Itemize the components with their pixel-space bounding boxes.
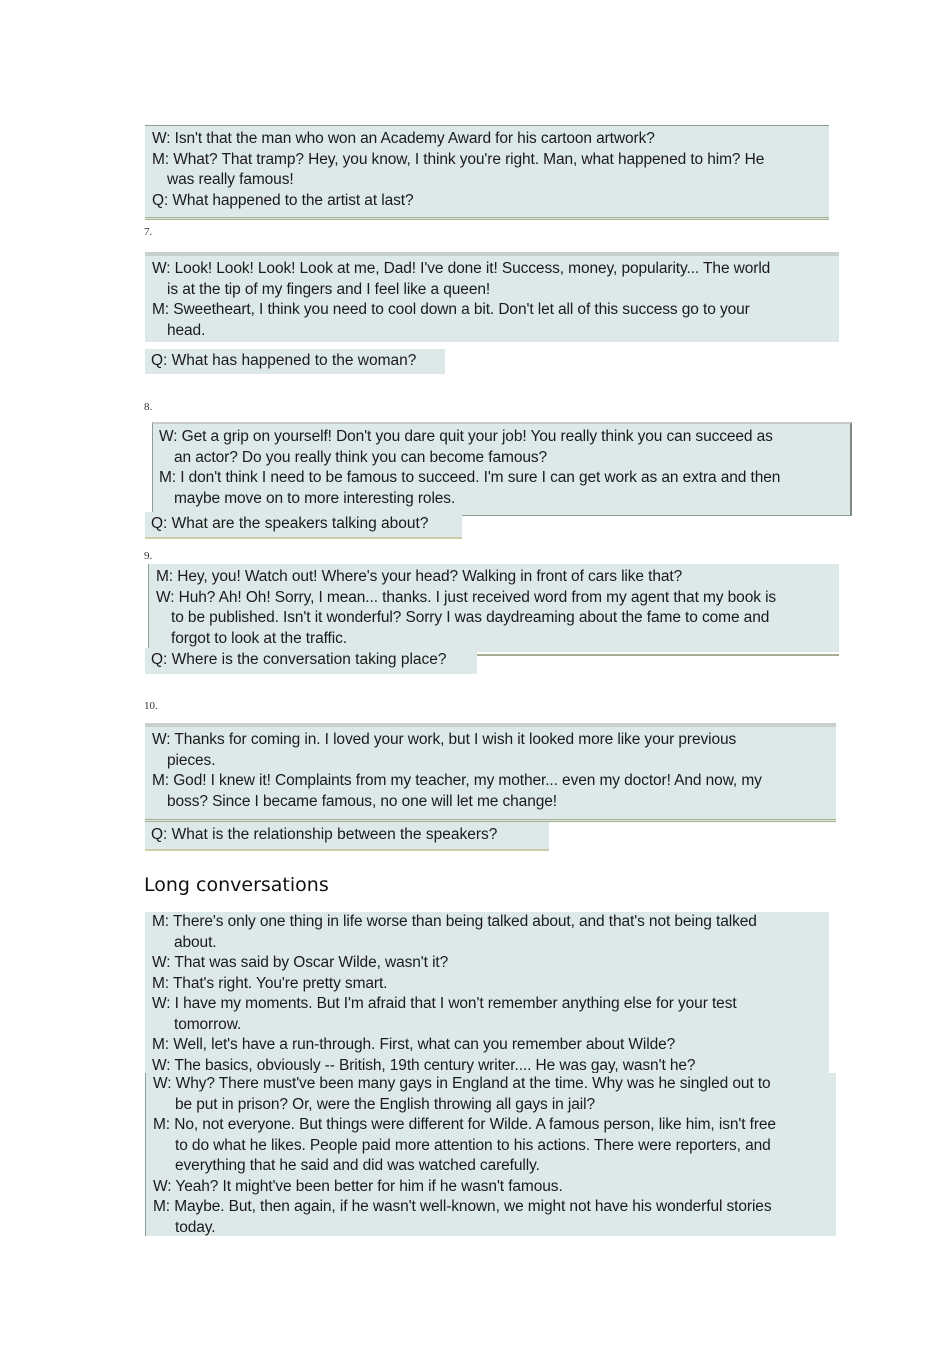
transcript-line: [152, 974, 823, 995]
conversation-7-transcript: [145, 252, 839, 342]
transcript-line: [152, 1035, 823, 1056]
transcript-line: [152, 300, 833, 341]
line-continuation: tomorrow.: [174, 1015, 242, 1033]
line-text: W: Yeah? It might've been better for him if he wasn't famous.: [153, 1177, 563, 1195]
line-text: W: Huh? Ah! Oh! Sorry, I mean... thanks. I just received word from my agent that my book is: [156, 588, 777, 606]
line-continuation: maybe move on to more interesting roles.: [174, 489, 456, 507]
transcript-line: [159, 427, 844, 468]
transcript-line: [153, 1197, 830, 1238]
long-conversation-part-1: [145, 912, 829, 1074]
transcript-line: [152, 912, 823, 953]
line-continuation: about.: [174, 933, 217, 951]
line-text: W: That was said by Oscar Wilde, wasn't it?: [152, 954, 449, 971]
line-continuation: be put in prison? Or, were the English throwing all gays in jail?: [175, 1095, 595, 1113]
line-text: M: Hey, you! Watch out! Where's your head? Walking in front of cars like that?: [156, 568, 683, 585]
transcript-line: [152, 129, 823, 150]
conversation-10-question: Q: What is the relationship between the speakers?: [145, 822, 549, 851]
line-continuation: to be published. Isn't it wonderful? Sorry I was daydreaming about the fame to come and forgot to look at the traffic.: [171, 609, 770, 647]
transcript-line: [153, 1074, 830, 1115]
conversation-8-transcript: [152, 422, 852, 516]
line-continuation: boss? Since I became famous, no one will let me change!: [167, 792, 557, 810]
transcript-line: [156, 588, 833, 650]
line-continuation: today.: [175, 1218, 216, 1236]
transcript-line: [152, 150, 823, 191]
question-text: Q: What happened to the artist at last?: [152, 191, 414, 209]
item-number-9: 9.: [144, 550, 153, 562]
question-line: [152, 191, 823, 212]
line-text: M: I don't think I need to be famous to succeed. I'm sure I can get work as an extra and then: [159, 469, 781, 486]
line-text: W: Thanks for coming in. I loved your work, but I wish it looked more like your previous: [152, 731, 737, 748]
transcript-line: [152, 994, 823, 1035]
line-continuation: pieces.: [167, 751, 216, 769]
divider: [477, 654, 839, 656]
line-text: M: Well, let's have a run-through. First, what can you remember about Wilde?: [152, 1036, 676, 1053]
line-continuation: was really famous!: [167, 171, 294, 188]
transcript-line: [153, 1115, 830, 1177]
line-text: W: The basics, obviously -- British, 19th century writer.... He was gay, wasn't he?: [152, 1056, 696, 1074]
conversation-9-transcript: [148, 564, 839, 652]
transcript-line: [152, 730, 830, 771]
line-continuation: is at the tip of my fingers and I feel like a queen!: [167, 280, 491, 298]
item-number-7: 7.: [144, 226, 153, 238]
conversation-8-question: Q: What are the speakers talking about?: [145, 512, 462, 539]
line-continuation: head.: [167, 321, 206, 339]
transcript-line: [156, 567, 833, 588]
conversation-9-question: Q: Where is the conversation taking place?: [145, 648, 477, 674]
line-text: W: Isn't that the man who won an Academy Award for his cartoon artwork?: [152, 130, 655, 147]
section-heading: Long conversations: [144, 874, 329, 896]
line-text: W: I have my moments. But I'm afraid that I won't remember anything else for your test: [152, 995, 737, 1012]
transcript-line: [152, 771, 830, 812]
transcript-line: [159, 468, 844, 509]
line-continuation: an actor? Do you really think you can become famous?: [174, 448, 548, 466]
line-text: M: God! I knew it! Complaints from my teacher, my mother... even my doctor! And now, my: [152, 772, 762, 789]
line-text: M: No, not everyone. But things were different for Wilde. A famous person, like him, isn't free: [153, 1116, 776, 1133]
item-number-8: 8.: [144, 401, 153, 413]
line-text: W: Look! Look! Look! Look at me, Dad! I've done it! Success, money, popularity... The world: [152, 260, 771, 277]
conversation-7-question: Q: What has happened to the woman?: [145, 349, 445, 374]
conversation-6-transcript: [145, 125, 829, 220]
transcript-line: [152, 953, 823, 974]
line-text: M: There's only one thing in life worse than being talked about, and that's not being talked: [152, 913, 757, 930]
line-continuation: to do what he likes. People paid more attention to his actions. There were reporters, and everything that he said and did was watched carefully.: [175, 1136, 771, 1174]
transcript-line: [152, 259, 833, 300]
conversation-10-transcript: [145, 723, 836, 822]
line-text: W: Why? There must've been many gays in England at the time. Why was he singled out to: [153, 1075, 771, 1092]
line-text: W: Get a grip on yourself! Don't you dare quit your job! You really think you can succeed as: [159, 428, 773, 445]
item-number-10: 10.: [144, 700, 158, 712]
line-text: M: What? That tramp? Hey, you know, I think you're right. Man, what happened to him? He: [152, 150, 765, 168]
line-text: M: That's right. You're pretty smart.: [152, 974, 388, 992]
transcript-line: [153, 1177, 830, 1198]
line-text: M: Sweetheart, I think you need to cool down a bit. Don't let all of this success go to your: [152, 301, 750, 318]
line-text: M: Maybe. But, then again, if he wasn't well-known, we might not have his wonderful stories: [153, 1198, 772, 1215]
long-conversation-part-2: [145, 1073, 836, 1236]
